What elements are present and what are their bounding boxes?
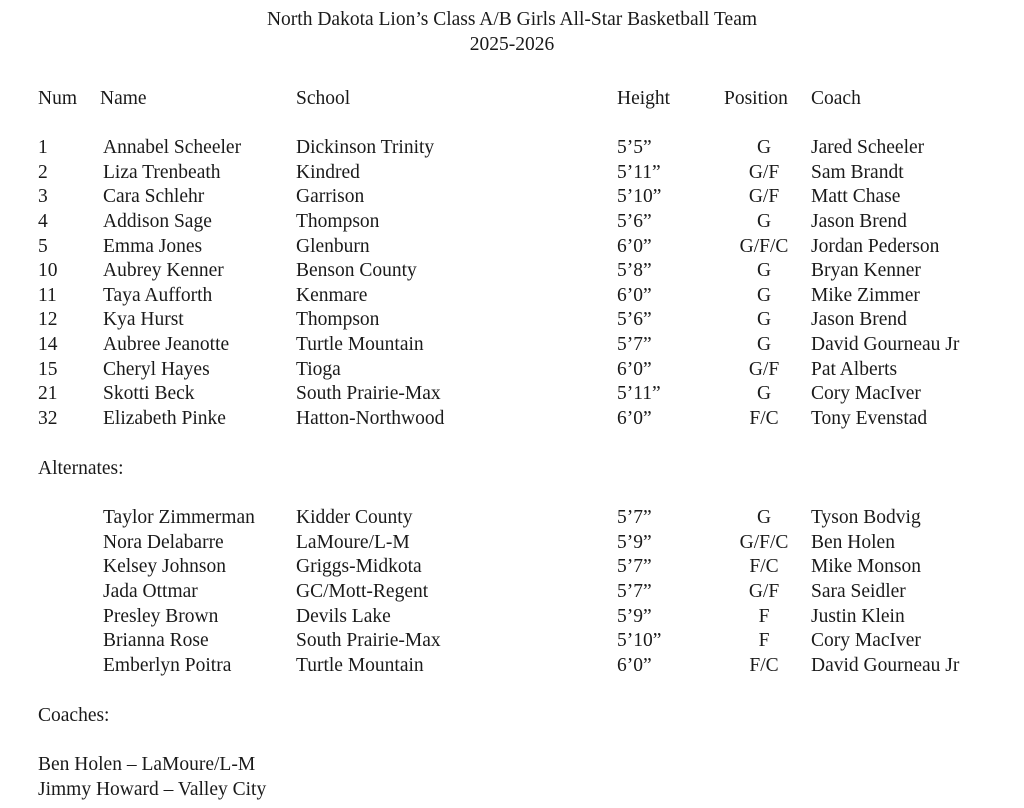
alternate-coach: David Gourneau Jr <box>811 654 960 676</box>
alternate-coach: Sara Seidler <box>811 580 906 602</box>
player-height: 5’11” <box>617 383 661 405</box>
table-row <box>0 308 1024 332</box>
player-position: G/F <box>748 186 780 208</box>
player-coach: Bryan Kenner <box>811 260 921 282</box>
player-position: G <box>756 334 772 356</box>
player-num: 5 <box>38 235 48 257</box>
table-row <box>0 506 1024 530</box>
alternate-position: G/F/C <box>739 531 789 553</box>
header-height: Height <box>617 88 671 109</box>
alternate-school: Devils Lake <box>296 605 391 627</box>
alternate-coach: Mike Monson <box>811 556 921 578</box>
player-name: Liza Trenbeath <box>103 161 221 183</box>
alternate-coach: Justin Klein <box>811 605 905 627</box>
player-height: 6’0” <box>617 235 652 257</box>
player-name: Aubree Jeanotte <box>103 334 230 356</box>
player-school: Hatton-Northwood <box>296 408 445 430</box>
alternate-name: Jada Ottmar <box>103 580 198 602</box>
alternate-coach: Tyson Bodvig <box>811 507 921 528</box>
alternate-height: 5’9” <box>617 531 652 553</box>
alternate-height: 5’7” <box>617 580 652 602</box>
player-name: Addison Sage <box>103 210 212 232</box>
player-school: Glenburn <box>296 235 370 257</box>
alternate-position: G <box>756 507 772 528</box>
player-num: 32 <box>38 408 58 430</box>
player-name: Cara Schlehr <box>103 186 205 208</box>
player-coach: Matt Chase <box>811 186 901 208</box>
player-coach: Cory MacIver <box>811 383 921 405</box>
alternate-position: F <box>758 630 770 652</box>
player-num: 2 <box>38 161 48 183</box>
player-height: 5’11” <box>617 161 661 183</box>
header-num: Num <box>38 88 77 109</box>
table-row <box>0 358 1024 382</box>
table-row <box>0 284 1024 308</box>
alternate-name: Brianna Rose <box>103 630 209 652</box>
table-row <box>0 654 1024 678</box>
table-row <box>0 259 1024 283</box>
player-num: 15 <box>38 358 58 380</box>
player-school: Garrison <box>296 186 365 208</box>
table-row <box>0 382 1024 406</box>
coaches-label: Coaches: <box>38 705 110 726</box>
header-position: Position <box>724 88 788 109</box>
table-row <box>0 136 1024 160</box>
player-height: 5’6” <box>617 210 652 232</box>
alternate-school: Griggs-Midkota <box>296 556 422 578</box>
alternate-position: F/C <box>749 654 779 676</box>
table-row <box>0 629 1024 653</box>
table-row <box>0 555 1024 579</box>
player-school: Tioga <box>296 358 341 380</box>
player-height: 5’8” <box>617 260 652 282</box>
alternate-school: Kidder County <box>296 507 413 528</box>
player-name: Emma Jones <box>103 235 203 257</box>
table-row <box>0 235 1024 259</box>
player-height: 6’0” <box>617 358 652 380</box>
player-coach: Jared Scheeler <box>811 137 925 158</box>
alternate-school: South Prairie-Max <box>296 630 441 652</box>
alternate-school: Turtle Mountain <box>296 654 424 676</box>
player-coach: Jason Brend <box>811 309 907 331</box>
alternate-height: 5’7” <box>617 556 652 578</box>
alternate-height: 5’7” <box>617 507 652 528</box>
player-name: Aubrey Kenner <box>103 260 224 282</box>
alternate-height: 5’10” <box>617 630 662 652</box>
table-row <box>0 580 1024 604</box>
player-height: 5’7” <box>617 334 652 356</box>
table-row <box>0 161 1024 185</box>
player-position: G <box>756 309 772 331</box>
player-position: G <box>756 210 772 232</box>
player-position: G <box>756 383 772 405</box>
player-height: 6’0” <box>617 284 652 306</box>
alternate-position: G/F <box>748 580 780 602</box>
table-row <box>0 210 1024 234</box>
player-name: Taya Aufforth <box>103 284 213 306</box>
alternate-height: 6’0” <box>617 654 652 676</box>
alternate-name: Kelsey Johnson <box>103 556 226 578</box>
player-position: G <box>756 284 772 306</box>
player-school: Turtle Mountain <box>296 334 424 356</box>
player-num: 14 <box>38 334 58 356</box>
player-school: Dickinson Trinity <box>296 137 435 158</box>
player-name: Elizabeth Pinke <box>103 408 226 430</box>
alternate-coach: Ben Holen <box>811 531 895 553</box>
player-num: 1 <box>38 137 48 158</box>
table-row <box>0 531 1024 555</box>
alternate-school: GC/Mott-Regent <box>296 580 429 602</box>
alternate-name: Presley Brown <box>103 605 219 627</box>
coach-line: Jimmy Howard – Valley City <box>38 779 267 800</box>
header-coach: Coach <box>811 88 861 109</box>
alternate-school: LaMoure/L-M <box>296 531 410 553</box>
player-position: F/C <box>749 408 779 430</box>
season-label: 2025-2026 <box>469 34 555 55</box>
table-row <box>0 605 1024 629</box>
alternate-coach: Cory MacIver <box>811 630 921 652</box>
player-name: Kya Hurst <box>103 309 184 331</box>
player-school: South Prairie-Max <box>296 383 441 405</box>
header-name: Name <box>100 88 147 109</box>
player-position: G/F <box>748 358 780 380</box>
player-num: 3 <box>38 186 48 208</box>
alternate-name: Nora Delabarre <box>103 531 224 553</box>
player-num: 10 <box>38 260 58 282</box>
alternate-height: 5’9” <box>617 605 652 627</box>
player-school: Kenmare <box>296 284 368 306</box>
player-position: G <box>756 260 772 282</box>
player-height: 5’6” <box>617 309 652 331</box>
coach-line: Ben Holen – LaMoure/L-M <box>38 754 256 775</box>
player-position: G <box>756 137 772 158</box>
player-name: Cheryl Hayes <box>103 358 210 380</box>
header-school: School <box>296 88 351 109</box>
table-row <box>0 407 1024 431</box>
alternate-name: Emberlyn Poitra <box>103 654 232 676</box>
player-school: Benson County <box>296 260 417 282</box>
player-num: 12 <box>38 309 58 331</box>
player-coach: Jason Brend <box>811 210 907 232</box>
player-coach: Pat Alberts <box>811 358 898 380</box>
alternate-name: Taylor Zimmerman <box>103 507 255 528</box>
alternate-position: F/C <box>749 556 779 578</box>
player-school: Thompson <box>296 210 380 232</box>
alternate-position: F <box>758 605 770 627</box>
player-num: 21 <box>38 383 58 405</box>
table-row <box>0 185 1024 209</box>
document-title: North Dakota Lion’s Class A/B Girls All-Star Basketball Team <box>266 9 758 30</box>
player-height: 5’5” <box>617 137 652 158</box>
player-position: G/F/C <box>739 235 789 257</box>
player-coach: David Gourneau Jr <box>811 334 960 356</box>
player-school: Kindred <box>296 161 360 183</box>
player-school: Thompson <box>296 309 380 331</box>
alternates-label: Alternates: <box>38 458 124 479</box>
table-row <box>0 333 1024 357</box>
player-coach: Jordan Pederson <box>811 235 940 257</box>
player-name: Skotti Beck <box>103 383 195 405</box>
player-coach: Tony Evenstad <box>811 408 928 430</box>
player-position: G/F <box>748 161 780 183</box>
player-name: Annabel Scheeler <box>103 137 242 158</box>
player-height: 5’10” <box>617 186 662 208</box>
player-height: 6’0” <box>617 408 652 430</box>
player-coach: Sam Brandt <box>811 161 904 183</box>
table-header <box>0 87 1024 111</box>
player-num: 4 <box>38 210 48 232</box>
player-num: 11 <box>38 284 57 306</box>
player-coach: Mike Zimmer <box>811 284 920 306</box>
